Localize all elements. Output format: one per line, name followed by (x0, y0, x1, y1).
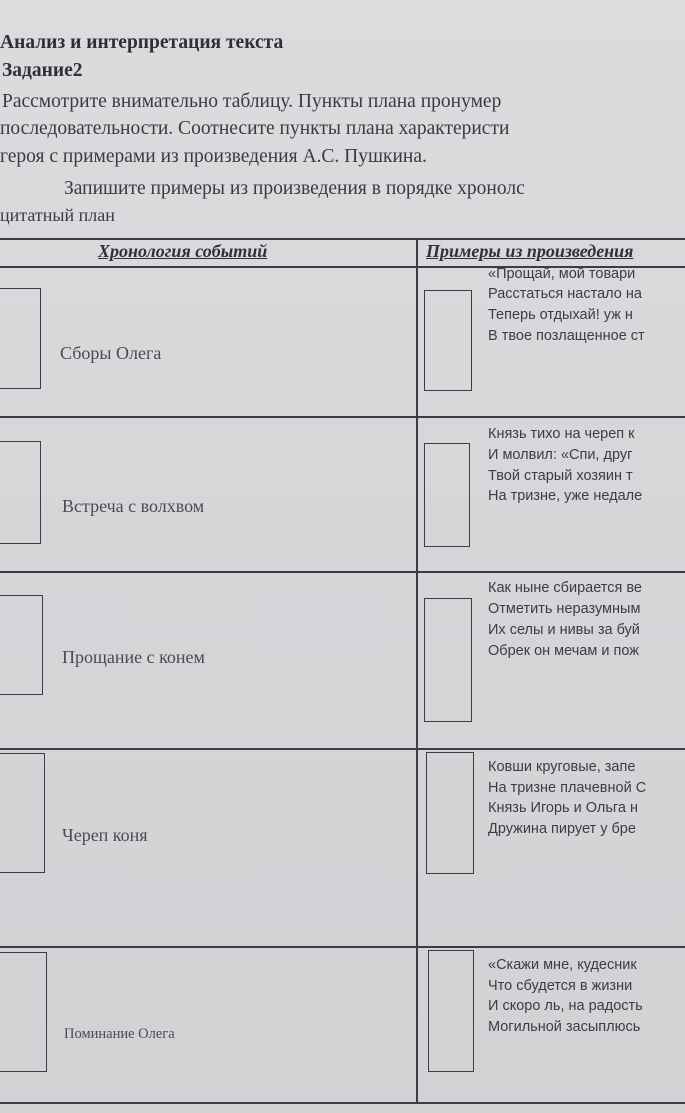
quote-line: На тризне плачевной С (488, 780, 647, 796)
event-label: Встреча с волхвом (62, 496, 205, 516)
event-number-box[interactable] (0, 288, 41, 389)
column-divider (416, 238, 418, 1104)
quote-line: Князь Игорь и Ольга н (488, 800, 638, 816)
event-number-box[interactable] (0, 952, 47, 1072)
quote-line: Расстаться настало на (488, 286, 642, 302)
quote-line: Отметить неразумным (488, 601, 641, 617)
quote-line: «Скажи мне, кудесник (488, 957, 637, 973)
quote-line: Их селы и нивы за буй (488, 622, 640, 638)
quote-line: И скоро ль, на радость (488, 998, 643, 1014)
instruction-line-4: Запишите примеры из произведения в порядке хронолс (64, 178, 525, 199)
task-label: Задание2 (2, 60, 83, 81)
event-number-box[interactable] (0, 441, 41, 544)
quote-line: Теперь отдыхай! уж н (488, 307, 633, 323)
quote-line: В твое позлащенное ст (488, 328, 645, 344)
quote-line: Могильной засыплюсь (488, 1019, 641, 1035)
row-divider-3 (0, 748, 685, 750)
header-examples: Примеры из произведения (426, 241, 634, 261)
event-label: Поминание Олега (64, 1026, 175, 1042)
quote-line: Обрек он мечам и пож (488, 643, 639, 659)
quote-line: Князь тихо на череп к (488, 426, 635, 442)
instruction-line-3: героя с примерами из произведения А.С. Пушкина. (0, 146, 427, 167)
table-border-bottom (0, 1102, 685, 1104)
row-divider-1 (0, 416, 685, 418)
quote-line: Что сбудется в жизни (488, 978, 633, 994)
quote-number-box[interactable] (428, 950, 474, 1072)
instruction-line-5: цитатный план (0, 205, 115, 225)
instruction-line-1: Рассмотрите внимательно таблицу. Пункты плана пронумер (2, 91, 502, 112)
quote-line: Как ныне сбирается ве (488, 580, 642, 596)
quote-line: Дружина пирует у бре (488, 821, 636, 837)
quote-number-box[interactable] (424, 290, 472, 391)
instruction-line-2: последовательности. Соотнесите пункты плана характеристи (0, 118, 510, 139)
event-label: Сборы Олега (60, 343, 162, 363)
row-divider-4 (0, 946, 685, 948)
header-events: Хронология событий (98, 241, 268, 261)
quote-line: Твой старый хозяин т (488, 468, 633, 484)
event-number-box[interactable] (0, 753, 45, 873)
quote-number-box[interactable] (426, 752, 474, 874)
event-number-box[interactable] (0, 595, 43, 695)
quote-number-box[interactable] (424, 598, 472, 722)
quote-line: И молвил: «Спи, друг (488, 447, 633, 463)
event-label: Череп коня (62, 825, 148, 845)
row-divider-2 (0, 571, 685, 573)
page-title: Анализ и интерпретация текста (0, 32, 284, 53)
quote-line: «Прощай, мой товари (488, 266, 636, 282)
quote-number-box[interactable] (424, 443, 470, 547)
event-label: Прощание с конем (62, 647, 205, 667)
quote-line: На тризне, уже недале (488, 488, 643, 504)
quote-line: Ковши круговые, запе (488, 759, 636, 775)
table-border-top (0, 238, 685, 240)
